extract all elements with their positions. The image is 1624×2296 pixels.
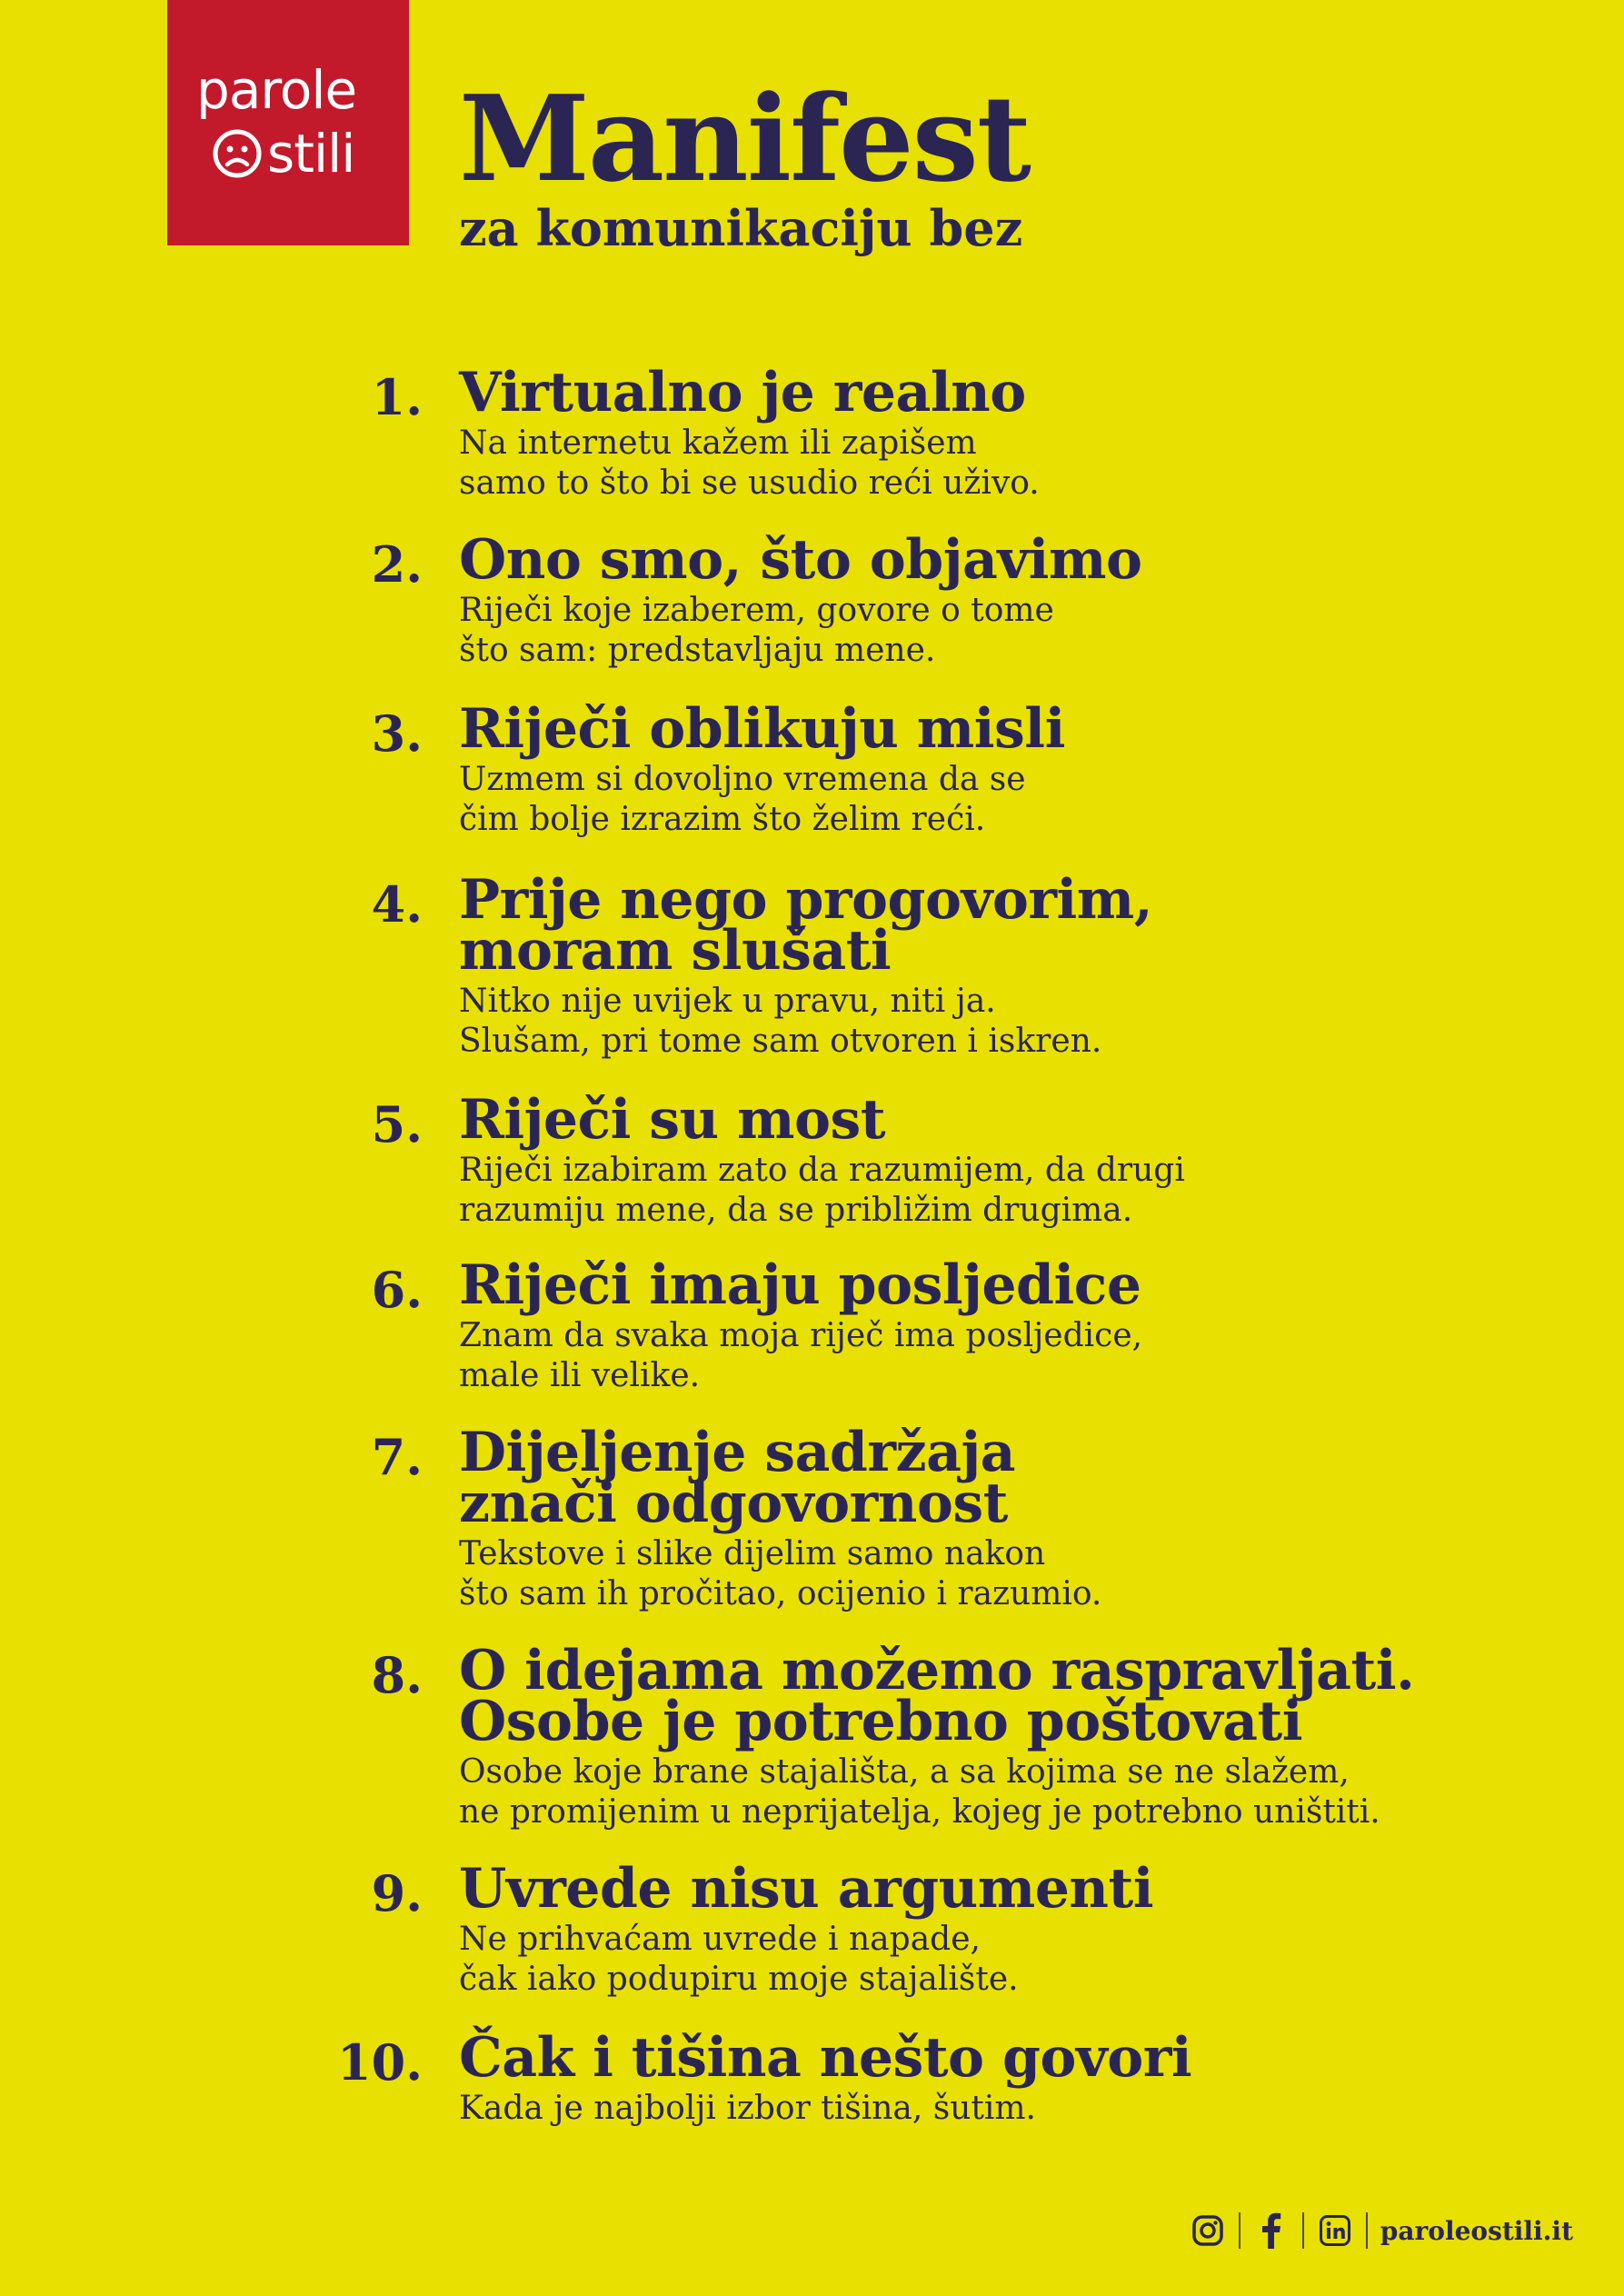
footer-divider	[1239, 2212, 1240, 2249]
logo-word-parole: parole	[196, 59, 357, 121]
item-number: 3.	[371, 704, 423, 763]
item-number: 7.	[371, 1428, 423, 1486]
logo-word-stili: stili	[267, 123, 355, 185]
item-heading: Prije nego progovorim, moram slušati	[459, 868, 1153, 983]
item-body: Nitko nije uvijek u pravu, niti ja. Slušam, pri tome sam otvoren i iskren.	[459, 983, 1102, 1060]
item-body: Ne prihvaćam uvrede i napade, čak iako podupiru moje stajalište.	[459, 1921, 1019, 1998]
item-number: 5.	[371, 1095, 423, 1153]
item-heading: Uvrede nisu argumenti	[459, 1857, 1154, 1921]
item-number: 10.	[337, 2033, 423, 2091]
item-number: 1.	[371, 368, 423, 426]
item-heading: Ono smo, što objavimo	[459, 528, 1142, 592]
footer-divider	[1302, 2212, 1304, 2249]
page-subtitle: za komunikaciju bez	[459, 199, 1023, 257]
item-heading: Dijeljenje sadržaja znači odgovornost	[459, 1421, 1016, 1535]
facebook-icon[interactable]	[1253, 2212, 1290, 2249]
linkedin-icon[interactable]	[1317, 2212, 1353, 2249]
item-body: Tekstove i slike dijelim samo nakon što sam ih pročitao, ocijenio i razumio.	[459, 1535, 1102, 1612]
instagram-icon[interactable]	[1190, 2212, 1226, 2249]
item-number: 9.	[371, 1864, 423, 1922]
item-number: 8.	[371, 1646, 423, 1704]
item-body: Znam da svaka moja riječ ima posljedice, male ili velike.	[459, 1317, 1143, 1394]
page-title: Manifest	[459, 69, 1030, 208]
website-link[interactable]: paroleostili.it	[1380, 2215, 1573, 2246]
item-heading: Virtualno je realno	[459, 361, 1026, 424]
item-heading: O idejama možemo raspravljati. Osobe je potrebno poštovati	[459, 1639, 1415, 1753]
item-body: Na internetu kažem ili zapišem samo to što bi se usudio reći uživo.	[459, 424, 1040, 502]
item-body: Kada je najbolji izbor tišina, šutim.	[459, 2090, 1036, 2127]
item-number: 6.	[371, 1261, 423, 1319]
item-body: Osobe koje brane stajališta, a sa kojima se ne slažem, ne promijenim u neprijatelja, kojeg je potrebno uništiti.	[459, 1753, 1380, 1831]
item-heading: Riječi imaju posljedice	[459, 1253, 1141, 1317]
footer-divider	[1366, 2212, 1368, 2249]
footer	[1190, 2207, 1573, 2254]
item-body: Riječi koje izaberem, govore o tome što sam: predstavljaju mene.	[459, 592, 1054, 669]
item-heading: Riječi su most	[459, 1088, 886, 1152]
item-heading: Riječi oblikuju misli	[459, 697, 1065, 761]
item-number: 4.	[371, 875, 423, 933]
item-body: Riječi izabiram zato da razumijem, da drugi razumiju mene, da se približim drugima.	[459, 1152, 1185, 1229]
item-heading: Čak i tišina nešto govori	[459, 2026, 1192, 2090]
item-number: 2.	[371, 535, 423, 594]
item-body: Uzmem si dovoljno vremena da se čim bolje izrazim što želim reći.	[459, 761, 1026, 838]
